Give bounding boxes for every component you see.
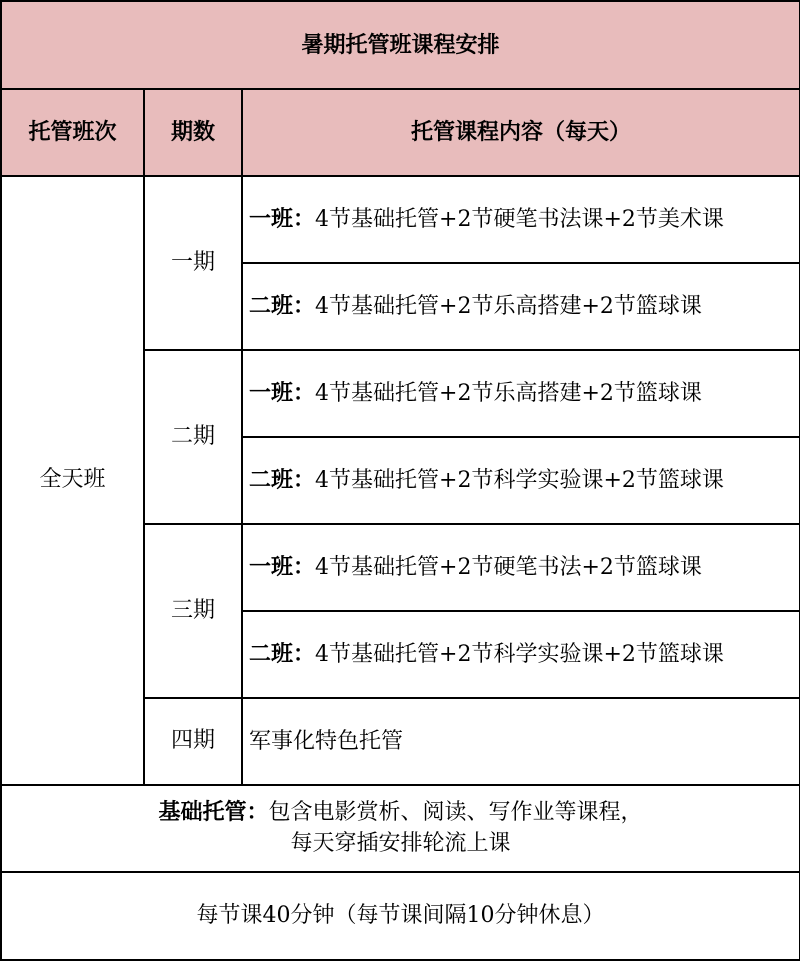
class-label: 二班： [249,640,316,667]
header-class-type: 托管班次 [1,89,144,176]
class-label: 二班： [249,292,316,319]
basic-note-label: 基础托管： [158,799,269,826]
class-label: 一班： [249,553,316,580]
course-content-cell [242,437,800,524]
duration-row [1,872,800,960]
table-row [1,176,800,263]
period-cell: 一期 [144,176,242,350]
class-label: 一班： [249,379,316,406]
period-cell: 四期 [144,698,242,785]
basic-note-line2: 每天穿插安排轮流上课 [290,831,511,856]
header-row [1,89,800,176]
header-period: 期数 [144,89,242,176]
class-label: 二班： [249,466,316,493]
course-content-cell [242,176,800,263]
class-label: 一班： [249,205,316,232]
course-text: 军事化特色托管 [249,728,404,754]
basic-note-cell [1,785,800,872]
course-text: 4节基础托管+2节硬笔书法课+2节美术课 [315,206,724,232]
basic-note-line1: 包含电影赏析、阅读、写作业等课程， [268,800,643,826]
period-cell: 三期 [144,524,242,698]
title-row [1,1,800,89]
course-text: 4节基础托管+2节乐高搭建+2节篮球课 [315,380,702,406]
course-text: 4节基础托管+2节科学实验课+2节篮球课 [315,641,724,667]
course-content-cell [242,698,800,785]
class-type-cell: 全天班 [1,176,144,785]
course-content-cell [242,263,800,350]
period-cell: 二期 [144,350,242,524]
table-title: 暑期托管班课程安排 [1,1,800,89]
course-content-cell [242,350,800,437]
header-content: 托管课程内容（每天） [242,89,800,176]
course-text: 4节基础托管+2节科学实验课+2节篮球课 [315,467,724,493]
basic-note-row [1,785,800,872]
course-content-cell [242,524,800,611]
course-text: 4节基础托管+2节硬笔书法+2节篮球课 [315,554,702,580]
duration-note: 每节课40分钟（每节课间隔10分钟休息） [1,872,800,960]
course-content-cell [242,611,800,698]
course-text: 4节基础托管+2节乐高搭建+2节篮球课 [315,293,702,319]
